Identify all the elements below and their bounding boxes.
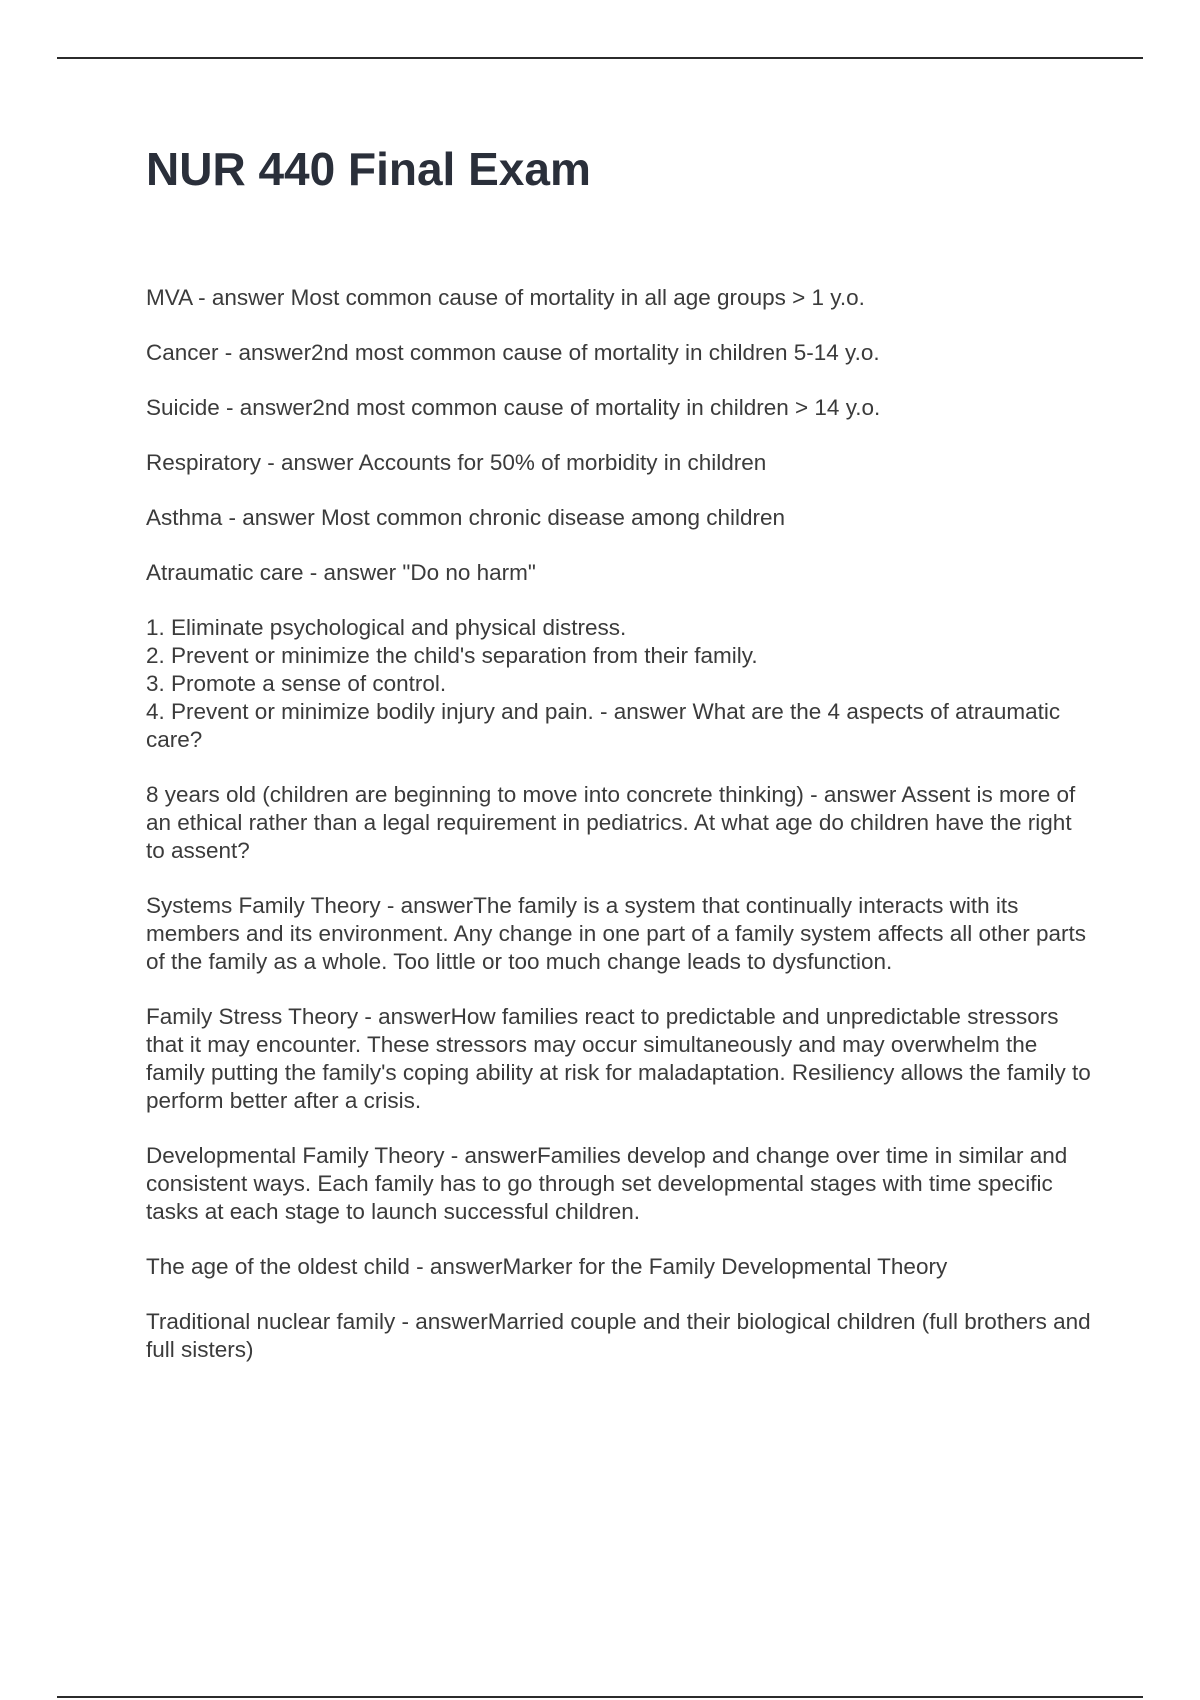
paragraph-suicide: Suicide - answer2nd most common cause of mortality in children > 14 y.o. [146,395,881,420]
paragraph-cancer: Cancer - answer2nd most common cause of mortality in children 5-14 y.o. [146,340,880,365]
paragraph-developmental-family-theory: Developmental Family Theory - answerFamilies develop and change over time in similar and consistent ways. Each family has to go through set developmental stages with time specific tasks at each stage to launch successful children. [146,1143,1068,1224]
paragraph-atraumatic-care: Atraumatic care - answer "Do no harm" [146,560,536,585]
paragraph-nuclear-family: Traditional nuclear family - answerMarried couple and their biological children (full brothers and full sisters) [146,1309,1091,1362]
paragraph-assent-age: 8 years old (children are beginning to move into concrete thinking) - answer Assent is more of an ethical rather than a legal requirement in pediatrics. At what age do children have the right to assent? [146,782,1076,863]
paragraph-respiratory: Respiratory - answer Accounts for 50% of morbidity in children [146,450,767,475]
paragraph-atraumatic-aspects: 1. Eliminate psychological and physical distress. 2. Prevent or minimize the child's separation from their family. 3. Promote a sense of control. 4. Prevent or minimize bodily injury and pain. - answer What are the 4 aspects of atraumatic care? [146,615,1061,752]
paragraph-oldest-child: The age of the oldest child - answerMarker for the Family Developmental Theory [146,1254,948,1279]
paragraph-family-stress-theory: Family Stress Theory - answerHow families react to predictable and unpredictable stressors that it may encounter. These stressors may occur simultaneously and may overwhelm the family putting the family's coping ability at risk for maladaptation. Resiliency allows the family to perform better after a crisis. [146,1004,1091,1113]
paragraph-systems-family-theory: Systems Family Theory - answerThe family is a system that continually interacts with its members and its environment. Any change in one part of a family system affects all other parts of the family as a whole. Too little or too much change leads to dysfunction. [146,893,1087,974]
bottom-rule [57,1696,1143,1698]
paragraph-asthma: Asthma - answer Most common chronic disease among children [146,505,786,530]
document-body [146,284,1096,1391]
paragraph-mva: MVA - answer Most common cause of mortality in all age groups > 1 y.o. [146,285,865,310]
top-rule [57,57,1143,59]
document-title: NUR 440 Final Exam [146,143,591,195]
